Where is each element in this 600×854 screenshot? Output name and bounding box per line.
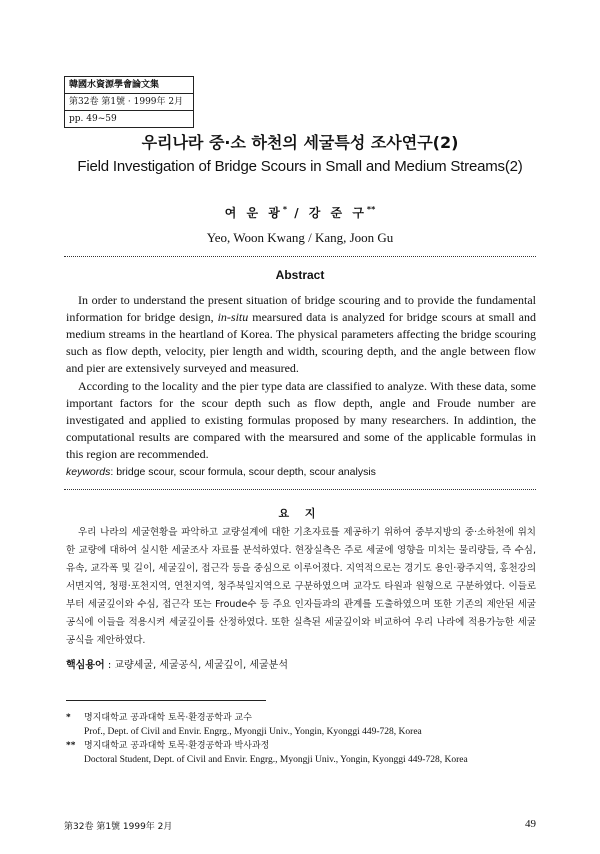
keywords-label: keywords [66,466,111,478]
authors-english: Yeo, Woon Kwang / Kang, Joon Gu [206,230,394,245]
footnote-1-english: Prof., Dept. of Civil and Envir. Engrg., Myongji Univ., Yongin, Kyonggi 449-728, Korea [84,727,422,737]
footnote-1-mark: * [66,713,71,723]
author-1-mark: * [282,205,288,214]
footnote-2-mark: ** [66,741,76,751]
korean-abstract-heading: 요 지 [278,507,322,520]
author-1-korean: 여 운 광 [224,206,283,220]
footnote-rule [66,700,266,701]
abstract-p1-italic: in-situ [217,310,249,324]
korean-keywords-text: : 교량세굴, 세굴공식, 세굴깊이, 세굴분석 [104,660,288,671]
footnote-1-korean: 명지대학교 공과대학 토목·환경공학과 교수 [84,713,252,723]
dotted-divider-top [64,256,536,257]
footnote-2-english: Doctoral Student, Dept. of Civil and Envir. Engrg., Myongji Univ., Yongin, Kyonggi 449-728, Korea [84,755,468,765]
journal-pages: pp. 49~59 [69,114,117,124]
footer-journal-issue: 第32卷 第1號 1999年 2月 [64,822,173,832]
abstract-p1-start: In order to understand the present situation of bridge scouring and to provide the fundamental information for bridge design, [66,293,536,324]
abstract-heading: Abstract [275,268,325,282]
keywords-line [66,466,536,478]
journal-info-box [64,76,194,128]
dotted-divider-middle [64,489,536,490]
korean-keywords-line [66,656,536,671]
footnote-2 [66,739,546,767]
author-2-mark: ** [366,205,376,214]
page-number: 49 [525,818,536,830]
journal-volume: 第32卷 第1號 · 1999年 2月 [65,94,193,111]
footnote-2-korean: 명지대학교 공과대학 토목·환경공학과 박사과정 [84,741,270,751]
korean-keywords-label: 핵심용어 [66,660,105,671]
title-korean: 우리나라 중·소 하천의 세굴특성 조사연구(2) [141,133,459,152]
author-2-korean: 강 준 구 [308,206,367,220]
journal-name: 韓國水資源學會論文集 [65,77,193,94]
author-separator: / [287,206,309,220]
abstract-p1-end: mearsured data is analyzed for bridge scours at small and medium streams in the heartland of Korea. The physical parameters affecting the bridge scouring such as flow depth, velocity, pier length and width, scouring depth, and the angle between flow and pier are extensively surveyed and measured. [66,310,536,375]
title-english: Field Investigation of Bridge Scours in Small and Medium Streams(2) [77,158,523,175]
abstract-paragraph-2: According to the locality and the pier type data are classified to analyze. With these data, some important factors for the scour depth such as flow depth, angle and Froude number are investigated and applied to existing formulas proposed by many researchers. In addintion, the computational results are compared with the mearsured and some of the applicable formulas in this region are recommended. [66,379,536,461]
keywords-text: : bridge scour, scour formula, scour depth, scour analysis [110,466,376,478]
authors-korean [0,204,600,221]
footnote-1 [66,711,546,739]
abstract-paragraph-1 [66,292,536,377]
korean-abstract: 우리 나라의 세굴현황을 파악하고 교량설계에 대한 기초자료를 제공하기 위하여 중부지방의 중·소하천에 위치한 교량에 대하여 실시한 세굴조사 자료를 분석하였다. 현장실측은 주로 세굴에 영향을 미치는 물리량들, 즉 수심, 유속, 교각폭 및 길이, 세굴깊이, 접근각 등을 중심으로 이루어졌다. 지역적으로는 경기도 용인·광주지역, 홍천강의 서면지역, 청평·포천지역, 연천지역, 청주북일지역으로 구분하였으며 교각도 타원과 원형으로 구분하였다. 이들로부터 세굴깊이와 수심, 접근각 또는 Froude수 등 주요 인자들과의 관계를 도출하였으며 또한 기존의 제안된 세굴공식에 이들을 적용시켜 세굴깊이를 산정하였다. 또한 실측된 세굴깊이와 비교하여 우리 나라에 적용가능한 세굴공식을 제안하였다. [66,527,536,646]
